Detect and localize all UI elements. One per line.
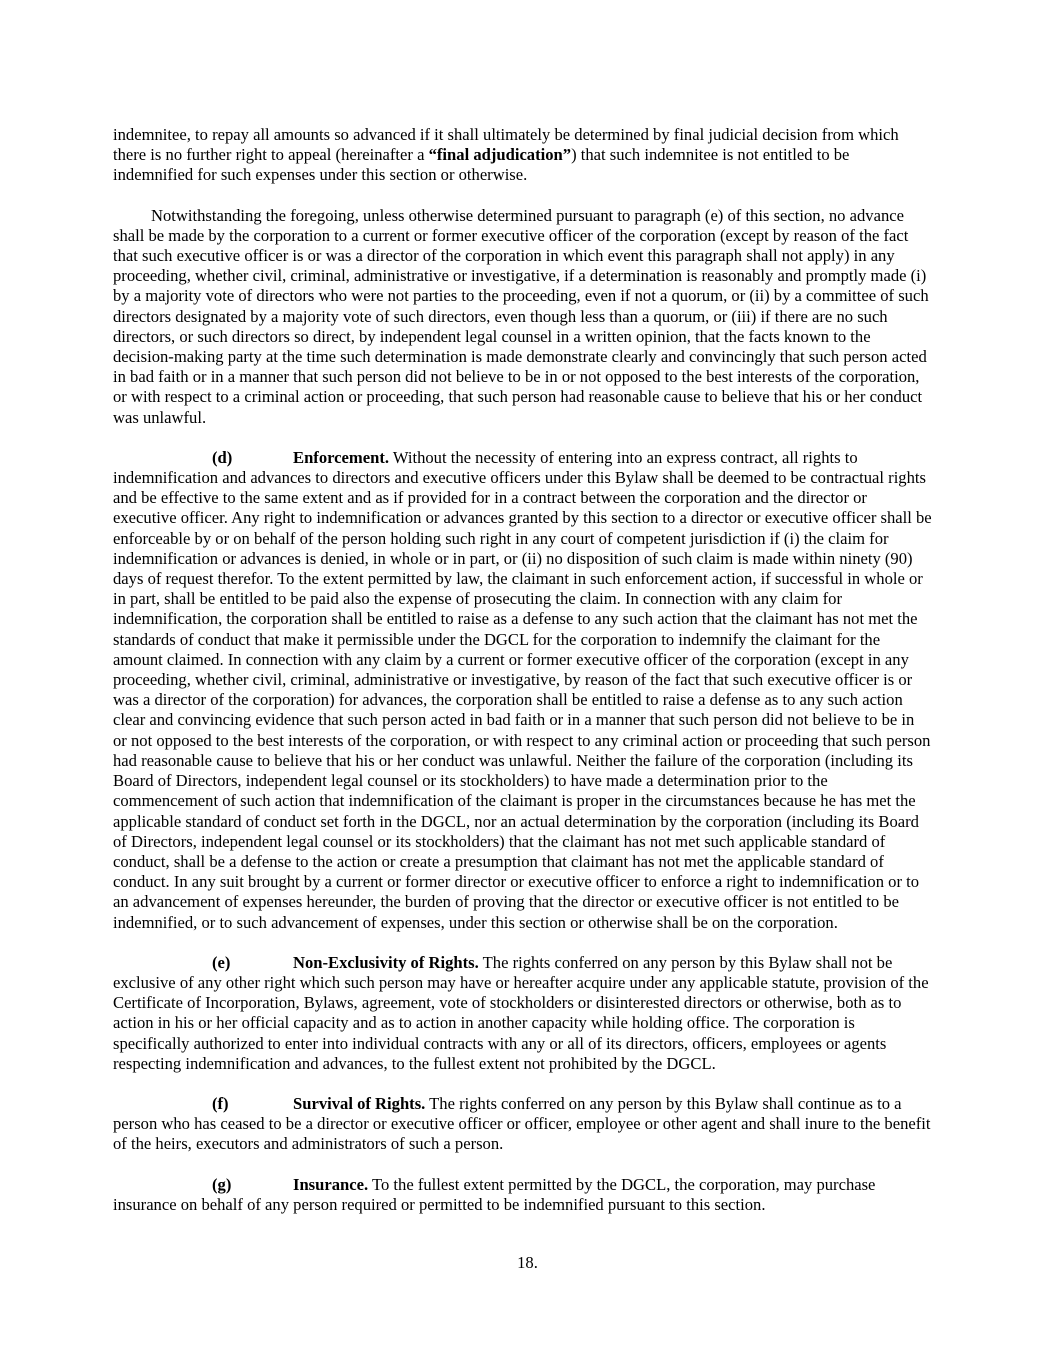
paragraph-g-insurance [113,1175,932,1215]
paragraph-f-survival [113,1094,932,1155]
bold-text: Survival of Rights. [293,1093,426,1113]
body-text: indemnitee, to repay all amounts so advanced if it shall ultimately be determined by final judicial decision from which there is no further right to appeal (hereinafter a [113,125,899,165]
body-text: ) that such indemnitee is not entitled to be indemnified for such expenses under this section or otherwise. [113,145,850,185]
bold-text: “final adjudication” [428,145,572,165]
bold-text: Non-Exclusivity of Rights. [293,952,479,972]
paragraph-d-enforcement [113,448,932,933]
body-text: Without the necessity of entering into an express contract, all rights to indemnification and advances to directors and executive officers under this Bylaw shall be deemed to be contractual rights and be effective to the same extent and as if provided for in a contract between the corporation and the director or executive officer. Any right to indemnification or advances granted by this section to a director or executive officer shall be enforceable by or on behalf of the person holding such right in any court of competent jurisdiction if (i) the claim for indemnification or advances is denied, in whole or in part, or (ii) no disposition of such claim is made within ninety (90) days of request therefor. To the extent permitted by law, the claimant in such enforcement action, if successful in whole or in part, shall be entitled to be paid also the expense of prosecuting the claim. In connection with any claim for indemnification, the corporation shall be entitled to raise as a defense to any such action that the claimant has not met the standards of conduct that make it permissible under the DGCL for the corporation to indemnify the claimant for the amount claimed. In connection with any claim by a current or former executive officer of the corporation (except in any proceeding, whether civil, criminal, administrative or investigative, by reason of the fact that such executive officer is or was a director of the corporation) for advances, the corporation shall be entitled to raise a defense as to any such action clear and convincing evidence that such person acted in bad faith or in a manner that such person did not believe to be in or not opposed to the best interests of the corporation, or with respect to any criminal action or proceeding that such person had reasonable cause to believe that his or her conduct was unlawful. Neither the failure of the corporation (including its Board of Directors, independent legal counsel or its stockholders) to have made a determination prior to the commencement of such action that indemnification of the claimant is proper in the circumstances because he has met the applicable standard of conduct set forth in the DGCL, nor an actual determination by the corporation (including its Board of Directors, independent legal counsel or its stockholders) that the claimant has not met such applicable standard of conduct, shall be a defense to the action or create a presumption that claimant has not met the applicable standard of conduct. In any suit brought by a current or former director or executive officer to enforce a right to indemnification or to an advancement of expenses hereunder, the burden of proving that the director or executive officer is not entitled to be indemnified, or to such advancement of expenses, under this section or otherwise shall be on the corporation. [113,447,932,932]
body-text: To the fullest extent permitted by the DGCL, the corporation, may purchase insurance on behalf of any person required or permitted to be indemnified pursuant to this section. [113,1174,876,1214]
paragraph-advance-conditions [113,206,932,428]
bold-text: Enforcement. [293,447,390,467]
body-text: Notwithstanding the foregoing, unless otherwise determined pursuant to paragraph (e) of this section, no advance shall be made by the corporation to a current or former executive officer of the corporation (except by reason of the fact that such executive officer is or was a director of the corporation in which event this paragraph shall not apply) in any proceeding, whether civil, criminal, administrative or investigative, if a determination is reasonably and promptly made (i) by a majority vote of directors who were not parties to the proceeding, even if not a quorum, or (ii) by a committee of such directors designated by a majority vote of such directors, even though less than a quorum, or (iii) if there are no such directors, or such directors so direct, by independent legal counsel in a written opinion, that the facts known to the decision-making party at the time such determination is made demonstrate clearly and convincingly that such person acted in bad faith or in a manner that such person did not believe to be in or not opposed to the best interests of the corporation, or with respect to a criminal action or proceeding, that such person had reasonable cause to believe that his or her conduct was unlawful. [113,205,929,427]
document-body [113,125,932,1215]
page-number: 18. [517,1253,538,1272]
body-text: The rights conferred on any person by this Bylaw shall not be exclusive of any other right which such person may have or hereafter acquire under any applicable statute, provision of the Certificate of Incorporation, Bylaws, agreement, vote of stockholders or disinterested directors or otherwise, both as to action in his or her official capacity and as to action in another capacity while holding office. The corporation is specifically authorized to enter into individual contracts with any or all of its directors, officers, employees or agents respecting indemnification and advances, to the fullest extent not prohibited by the DGCL. [113,952,929,1073]
bold-text: Insurance. [293,1174,369,1194]
body-text: The rights conferred on any person by this Bylaw shall continue as to a person who has ceased to be a director or executive officer or officer, employee or other agent and shall inure to the benefit of the heirs, executors and administrators of such a person. [113,1093,931,1154]
item-label: (g) [212,1174,232,1194]
item-label: (e) [212,952,231,972]
paragraph-e-non-exclusivity [113,953,932,1074]
paragraph-intro-continuation [113,125,932,186]
item-label: (f) [212,1093,229,1113]
item-label: (d) [212,447,233,467]
